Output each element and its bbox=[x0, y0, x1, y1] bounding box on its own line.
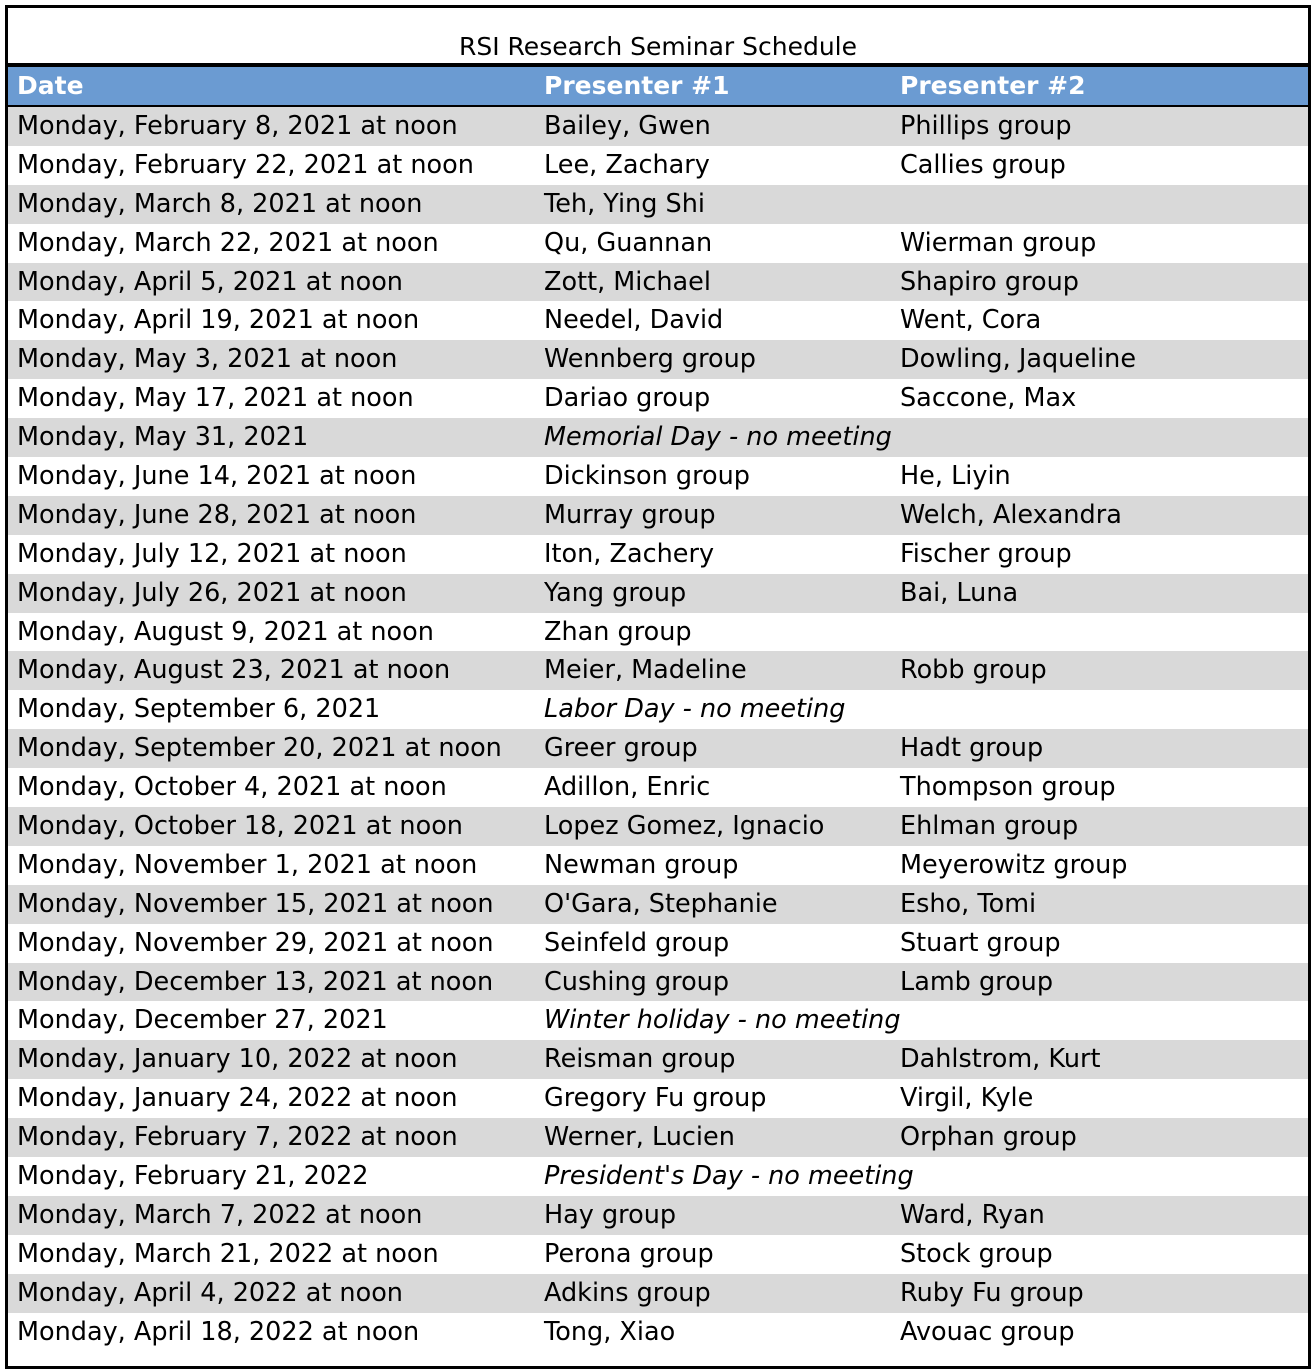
date-cell: Monday, June 14, 2021 at noon bbox=[17, 461, 417, 492]
presenter-1-cell: Hay group bbox=[544, 1199, 677, 1230]
date-cell: Monday, October 18, 2021 at noon bbox=[17, 811, 463, 842]
table-row bbox=[8, 690, 1308, 729]
table-row bbox=[8, 185, 1308, 224]
table-title: RSI Research Seminar Schedule bbox=[8, 8, 1308, 67]
date-cell: Monday, July 12, 2021 at noon bbox=[17, 538, 407, 569]
presenter-2-cell: Ward, Ryan bbox=[900, 1199, 1045, 1230]
presenter-2-cell: Ruby Fu group bbox=[900, 1277, 1084, 1308]
date-cell: Monday, May 31, 2021 bbox=[17, 422, 309, 453]
presenter-2-cell: Hadt group bbox=[900, 733, 1044, 764]
no-meeting-note: Labor Day - no meeting bbox=[544, 694, 846, 725]
presenter-2-cell bbox=[891, 185, 1308, 224]
presenter-1-cell: Lee, Zachary bbox=[544, 149, 710, 180]
table-row bbox=[8, 418, 1308, 457]
table-row bbox=[8, 1001, 1308, 1040]
presenter-2-cell: Esho, Tomi bbox=[900, 888, 1037, 919]
date-cell: Monday, April 5, 2021 at noon bbox=[17, 266, 403, 297]
presenter-1-cell: Newman group bbox=[544, 849, 739, 880]
date-cell: Monday, December 27, 2021 bbox=[17, 1005, 388, 1036]
presenter-1-cell: Perona group bbox=[544, 1238, 714, 1269]
presenter-2-cell: Orphan group bbox=[900, 1122, 1077, 1153]
presenter-1-cell: Reisman group bbox=[544, 1044, 736, 1075]
table-row bbox=[8, 924, 1308, 963]
date-cell: Monday, January 10, 2022 at noon bbox=[17, 1044, 458, 1075]
date-cell: Monday, March 7, 2022 at noon bbox=[17, 1199, 423, 1230]
date-cell: Monday, March 8, 2021 at noon bbox=[17, 188, 423, 219]
date-cell: Monday, April 4, 2022 at noon bbox=[17, 1277, 403, 1308]
presenter-2-cell: Dowling, Jaqueline bbox=[900, 344, 1137, 375]
table-row bbox=[8, 340, 1308, 379]
presenter-2-cell bbox=[891, 1001, 1308, 1040]
table-row bbox=[8, 496, 1308, 535]
table-row bbox=[8, 263, 1308, 302]
presenter-2-cell: Callies group bbox=[900, 149, 1066, 180]
date-cell: Monday, February 21, 2022 bbox=[17, 1161, 369, 1192]
table-row bbox=[8, 613, 1308, 652]
date-cell: Monday, March 22, 2021 at noon bbox=[17, 227, 439, 258]
presenter-2-cell: Virgil, Kyle bbox=[900, 1083, 1034, 1114]
date-cell: Monday, September 6, 2021 bbox=[17, 694, 381, 725]
presenter-2-cell bbox=[891, 613, 1308, 652]
presenter-1-cell: Qu, Guannan bbox=[544, 227, 713, 258]
table-row bbox=[8, 574, 1308, 613]
presenter-1-cell: Dickinson group bbox=[544, 461, 750, 492]
presenter-2-cell: Thompson group bbox=[900, 772, 1116, 803]
table-row bbox=[8, 301, 1308, 340]
date-cell: Monday, February 8, 2021 at noon bbox=[17, 111, 458, 141]
table-row bbox=[8, 807, 1308, 846]
presenter-1-cell: O'Gara, Stephanie bbox=[544, 888, 778, 919]
table-row bbox=[8, 1274, 1308, 1313]
date-cell: Monday, March 21, 2022 at noon bbox=[17, 1238, 439, 1269]
presenter-1-cell: Lopez Gomez, Ignacio bbox=[544, 811, 825, 842]
table-row bbox=[8, 1157, 1308, 1196]
presenter-2-cell: Saccone, Max bbox=[900, 383, 1077, 414]
table-row bbox=[8, 1118, 1308, 1157]
presenter-2-cell bbox=[891, 690, 1308, 729]
date-cell: Monday, May 17, 2021 at noon bbox=[17, 383, 414, 414]
header-row bbox=[8, 67, 1308, 107]
date-cell: Monday, November 29, 2021 at noon bbox=[17, 927, 494, 958]
presenter-1-cell: Greer group bbox=[544, 733, 698, 764]
table-row bbox=[8, 535, 1308, 574]
date-cell: Monday, December 13, 2021 at noon bbox=[17, 966, 494, 997]
date-cell: Monday, January 24, 2022 at noon bbox=[17, 1083, 458, 1114]
presenter-2-cell: Phillips group bbox=[900, 111, 1072, 141]
presenter-1-cell: Zhan group bbox=[544, 616, 692, 647]
table-row bbox=[8, 107, 1308, 146]
column-header-presenter-2: Presenter #2 bbox=[900, 71, 1086, 100]
presenter-2-cell: Avouac group bbox=[900, 1316, 1075, 1347]
presenter-1-cell: Bailey, Gwen bbox=[544, 111, 711, 141]
presenter-2-cell: Stuart group bbox=[900, 927, 1061, 958]
presenter-2-cell: Ehlman group bbox=[900, 811, 1079, 842]
presenter-2-cell: Wierman group bbox=[900, 227, 1097, 258]
presenter-1-cell: Tong, Xiao bbox=[544, 1316, 676, 1347]
date-cell: Monday, June 28, 2021 at noon bbox=[17, 499, 417, 530]
table-row bbox=[8, 729, 1308, 768]
presenter-2-cell: Bai, Luna bbox=[900, 577, 1019, 608]
date-cell: Monday, May 3, 2021 at noon bbox=[17, 344, 398, 375]
presenter-2-cell bbox=[891, 418, 1308, 457]
presenter-2-cell bbox=[891, 1157, 1308, 1196]
presenter-1-cell: Teh, Ying Shi bbox=[544, 188, 705, 219]
date-cell: Monday, April 19, 2021 at noon bbox=[17, 305, 420, 336]
table-row bbox=[8, 651, 1308, 690]
presenter-2-cell: Welch, Alexandra bbox=[900, 499, 1122, 530]
presenter-2-cell: Lamb group bbox=[900, 966, 1054, 997]
presenter-2-cell: Stock group bbox=[900, 1238, 1053, 1269]
no-meeting-note: President's Day - no meeting bbox=[544, 1161, 914, 1192]
table-row bbox=[8, 846, 1308, 885]
column-header-date: Date bbox=[17, 71, 84, 100]
presenter-1-cell: Seinfeld group bbox=[544, 927, 730, 958]
date-cell: Monday, February 22, 2021 at noon bbox=[17, 149, 474, 180]
presenter-1-cell: Werner, Lucien bbox=[544, 1122, 735, 1153]
presenter-1-cell: Yang group bbox=[544, 577, 687, 608]
presenter-2-cell: Dahlstrom, Kurt bbox=[900, 1044, 1101, 1075]
presenter-1-cell: Adkins group bbox=[544, 1277, 711, 1308]
presenter-2-cell: Went, Cora bbox=[900, 305, 1042, 336]
table-row bbox=[8, 963, 1308, 1002]
date-cell: Monday, April 18, 2022 at noon bbox=[17, 1316, 420, 1347]
date-cell: Monday, February 7, 2022 at noon bbox=[17, 1122, 458, 1153]
no-meeting-note: Memorial Day - no meeting bbox=[544, 422, 892, 453]
presenter-1-cell: Meier, Madeline bbox=[544, 655, 747, 686]
table-row bbox=[8, 146, 1308, 185]
date-cell: Monday, November 1, 2021 at noon bbox=[17, 849, 478, 880]
presenter-1-cell: Iton, Zachery bbox=[544, 538, 715, 569]
presenter-2-cell: Shapiro group bbox=[900, 266, 1079, 297]
table-row bbox=[8, 224, 1308, 263]
table-row bbox=[8, 1196, 1308, 1235]
table-row bbox=[8, 1235, 1308, 1274]
presenter-1-cell: Murray group bbox=[544, 499, 716, 530]
date-cell: Monday, October 4, 2021 at noon bbox=[17, 772, 447, 803]
date-cell: Monday, September 20, 2021 at noon bbox=[17, 733, 502, 764]
presenter-2-cell: He, Liyin bbox=[900, 461, 1011, 492]
schedule-table bbox=[5, 5, 1311, 1369]
presenter-1-cell: Cushing group bbox=[544, 966, 730, 997]
table-row bbox=[8, 1313, 1308, 1352]
table-row bbox=[8, 1040, 1308, 1079]
presenter-2-cell: Fischer group bbox=[900, 538, 1072, 569]
presenter-1-cell: Needel, David bbox=[544, 305, 724, 336]
table-body bbox=[8, 107, 1308, 1352]
presenter-1-cell: Zott, Michael bbox=[544, 266, 711, 297]
presenter-1-cell: Wennberg group bbox=[544, 344, 756, 375]
date-cell: Monday, August 23, 2021 at noon bbox=[17, 655, 451, 686]
presenter-1-cell: Dariao group bbox=[544, 383, 711, 414]
column-header-presenter-1: Presenter #1 bbox=[544, 71, 730, 100]
presenter-1-cell: Gregory Fu group bbox=[544, 1083, 767, 1114]
table-row bbox=[8, 1079, 1308, 1118]
presenter-1-cell: Adillon, Enric bbox=[544, 772, 711, 803]
no-meeting-note: Winter holiday - no meeting bbox=[544, 1005, 901, 1036]
table-row bbox=[8, 885, 1308, 924]
table-row bbox=[8, 379, 1308, 418]
presenter-2-cell: Meyerowitz group bbox=[900, 849, 1128, 880]
date-cell: Monday, August 9, 2021 at noon bbox=[17, 616, 434, 647]
table-row bbox=[8, 768, 1308, 807]
presenter-2-cell: Robb group bbox=[900, 655, 1047, 686]
table-row bbox=[8, 457, 1308, 496]
date-cell: Monday, July 26, 2021 at noon bbox=[17, 577, 407, 608]
date-cell: Monday, November 15, 2021 at noon bbox=[17, 888, 494, 919]
